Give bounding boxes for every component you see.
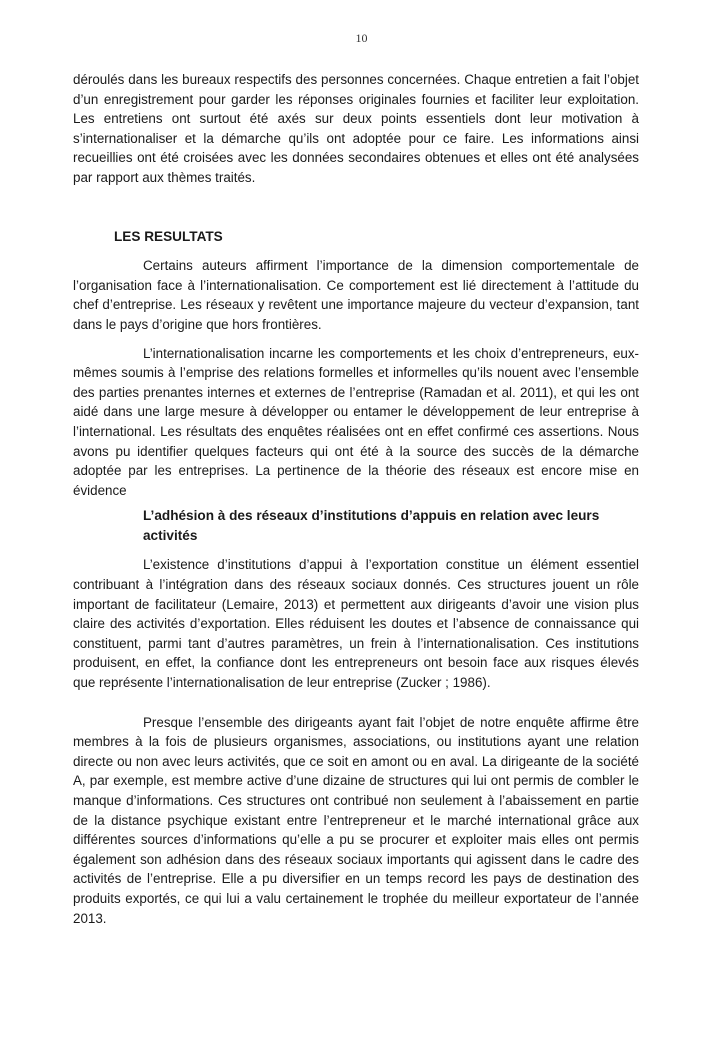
subsection-heading-adhesion: L’adhésion à des réseaux d’institutions d’appuis en relation avec leurs activités [143, 508, 600, 543]
paragraph-support-institutions: L’existence d’institutions d’appui à l’exportation constitue un élément essentiel contribuant à l’intégration dans des réseaux sociaux donnés. Ces structures jouent un rôle important de facilitateur (Lemaire, 2013) et permettent aux dirigeants d’avoir une vision plus claire des activités d’exportation. Elles réduisent les doutes et l’absence de connaissance qui constituent, parmi tant d’autres paramètres, un frein à l’internationalisation. Ces institutions produisent, en effet, la confiance dont les entrepreneurs ont besoin face aux risques élevés que représente l’internationalisation de leur entreprise (Zucker ; 1986). [73, 557, 639, 691]
section-heading-resultats: LES RESULTATS [114, 228, 223, 244]
page-number: 10 [355, 31, 368, 45]
document-body [73, 70, 639, 928]
paragraph-behavioral-dimension: Certains auteurs affirment l’importance de la dimension comportementale de l’organisation face à l’internationalisation. Ce comportement est lié directement à l’attitude du chef d’entreprise. Les réseaux y revêtent une importance majeure du vecteur d’expansion, tant dans le pays d’origine que hors frontières. [73, 258, 639, 332]
paragraph-intro-continuation: déroulés dans les bureaux respectifs des personnes concernées. Chaque entretien a fait l’objet d’un enregistrement pour garder les réponses originales fournies et faciliter leur exploitation. Les entretiens ont surtout été axés sur deux points essentiels dont leur motivation à s’internationaliser et la démarche qu’ils ont adoptée pour ce faire. Les informations ainsi recueillies ont été croisées avec les données secondaires obtenues et elles ont été analysées par rapport aux thèmes traités. [73, 72, 639, 185]
paragraph-internationalisation: L’internationalisation incarne les comportements et les choix d’entrepreneurs, eux-mêmes soumis à l’emprise des relations formelles et informelles qu’ils nouent avec l’ensemble des parties prenantes internes et externes de l’entreprise (Ramadan et al. 2011), et qui les ont aidé dans une large mesure à développer ou entamer le développement de leur entreprise à l’international. Les résultats des enquêtes réalisées ont en effet confirmé ces assertions. Nous avons pu identifier quelques facteurs qui ont été à la source des succès de la démarche adoptée par les entreprises. La pertinence de la théorie des réseaux est encore mise en évidence [73, 345, 639, 498]
paragraph-company-a-example: Presque l’ensemble des dirigeants ayant fait l’objet de notre enquête affirme être membres à la fois de plusieurs organismes, associations, ou institutions ayant une relation directe ou non avec leurs activités, que ce soit en amont ou en aval. La dirigeante de la société A, par exemple, est membre active d’une dizaine de structures qui lui ont permis de combler le manque d’informations. Ces structures ont contribué non seulement à l’abaissement en partie de la distance psychique existant entre l’entrepreneur et le marché international grâce aux différentes sources d’informations qu’elle a pu se procurer et exploiter mais elles ont permis également son adhésion dans des réseaux sociaux importants qui agissent dans le cadre des activités de l’entreprise. Elle a pu diversifier en un temps record les pays de destination des produits exportés, ce qui lui a valu certainement le trophée du meilleur exportateur de l’année 2013. [73, 714, 639, 926]
